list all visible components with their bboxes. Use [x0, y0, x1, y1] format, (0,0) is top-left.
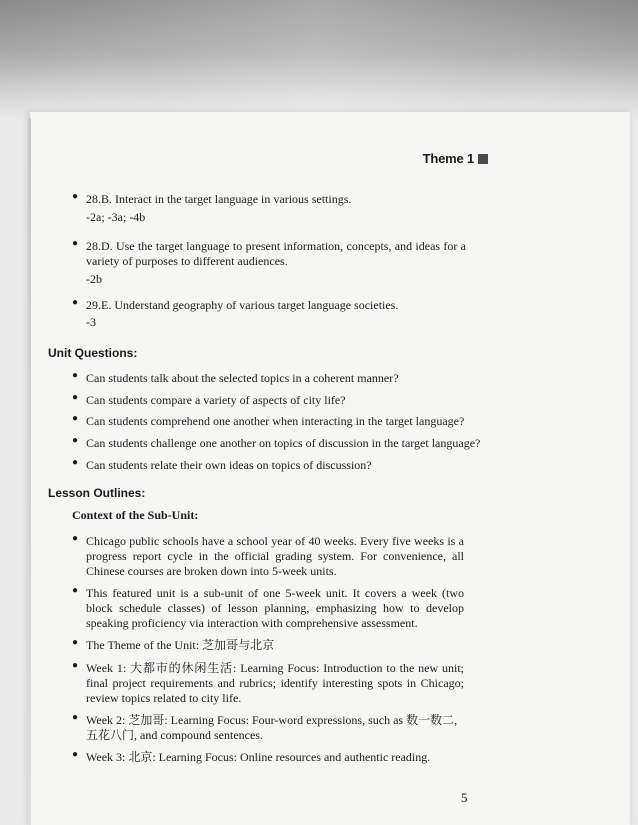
standard-item: 28.D. Use the target language to present information, concepts, and ideas for a variety of purposes to different audiences. [86, 239, 466, 268]
question-item: Can students relate their own ideas on topics of discussion? [86, 458, 372, 472]
page-number: 5 [461, 790, 468, 805]
bullet-icon: ● [72, 370, 79, 381]
bullet-icon: ● [72, 533, 79, 544]
standard-codes: -2b [86, 272, 102, 286]
bullet-icon: ● [72, 413, 79, 424]
question-item: Can students talk about the selected topics in a coherent manner? [86, 371, 399, 385]
bullet-icon: ● [72, 712, 79, 723]
context-item: The Theme of the Unit: 芝加哥与北京 [86, 638, 275, 652]
context-item: Week 1: 大都市的休闲生活: Learning Focus: Introduction to the new unit; final project requirements and rubrics; identify interesting spots in Chicago; review topics related to city life. [86, 661, 464, 705]
bullet-icon: ● [72, 637, 79, 648]
context-item: This featured unit is a sub-unit of one 5-week unit. It covers a week (two block schedule classes) of lesson planning, emphasizing how to develop speaking proficiency via interaction with comprehensive assessment. [86, 586, 464, 630]
theme-marker-icon [478, 154, 488, 164]
bullet-icon: ● [72, 297, 79, 308]
bullet-icon: ● [72, 585, 79, 596]
standard-codes: -3 [86, 315, 96, 329]
bullet-icon: ● [72, 392, 79, 403]
question-item: Can students challenge one another on topics of discussion in the target language? [86, 436, 481, 450]
question-item: Can students compare a variety of aspects of city life? [86, 393, 346, 407]
context-subheading: Context of the Sub-Unit: [72, 508, 199, 522]
bullet-icon: ● [72, 238, 79, 249]
context-item: Week 3: 北京: Learning Focus: Online resources and authentic reading. [86, 750, 431, 764]
standard-codes: -2a; -3a; -4b [86, 210, 146, 224]
theme-header [423, 151, 488, 166]
context-item: Week 2: 芝加哥: Learning Focus: Four-word expressions, such as 数一数二, 五花八门, and compound sentences. [86, 713, 458, 742]
page-edge [28, 118, 31, 825]
bullet-icon: ● [72, 191, 79, 202]
scan-shadow [0, 0, 638, 118]
context-item: Chicago public schools have a school year of 40 weeks. Every five weeks is a progress report cycle in the official grading system. For convenience, all Chinese courses are broken down into 5-week units. [86, 534, 464, 578]
standard-item: 28.B. Interact in the target language in various settings. [86, 192, 352, 206]
bullet-icon: ● [72, 660, 79, 671]
bullet-icon: ● [72, 749, 79, 760]
theme-label: Theme 1 [422, 151, 474, 166]
bullet-icon: ● [72, 435, 79, 446]
question-item: Can students comprehend one another when interacting in the target language? [86, 414, 465, 428]
bullet-icon: ● [72, 457, 79, 468]
standard-item: 29.E. Understand geography of various target language societies. [86, 298, 399, 312]
lesson-outlines-heading: Lesson Outlines: [48, 486, 146, 500]
unit-questions-heading: Unit Questions: [48, 346, 138, 360]
